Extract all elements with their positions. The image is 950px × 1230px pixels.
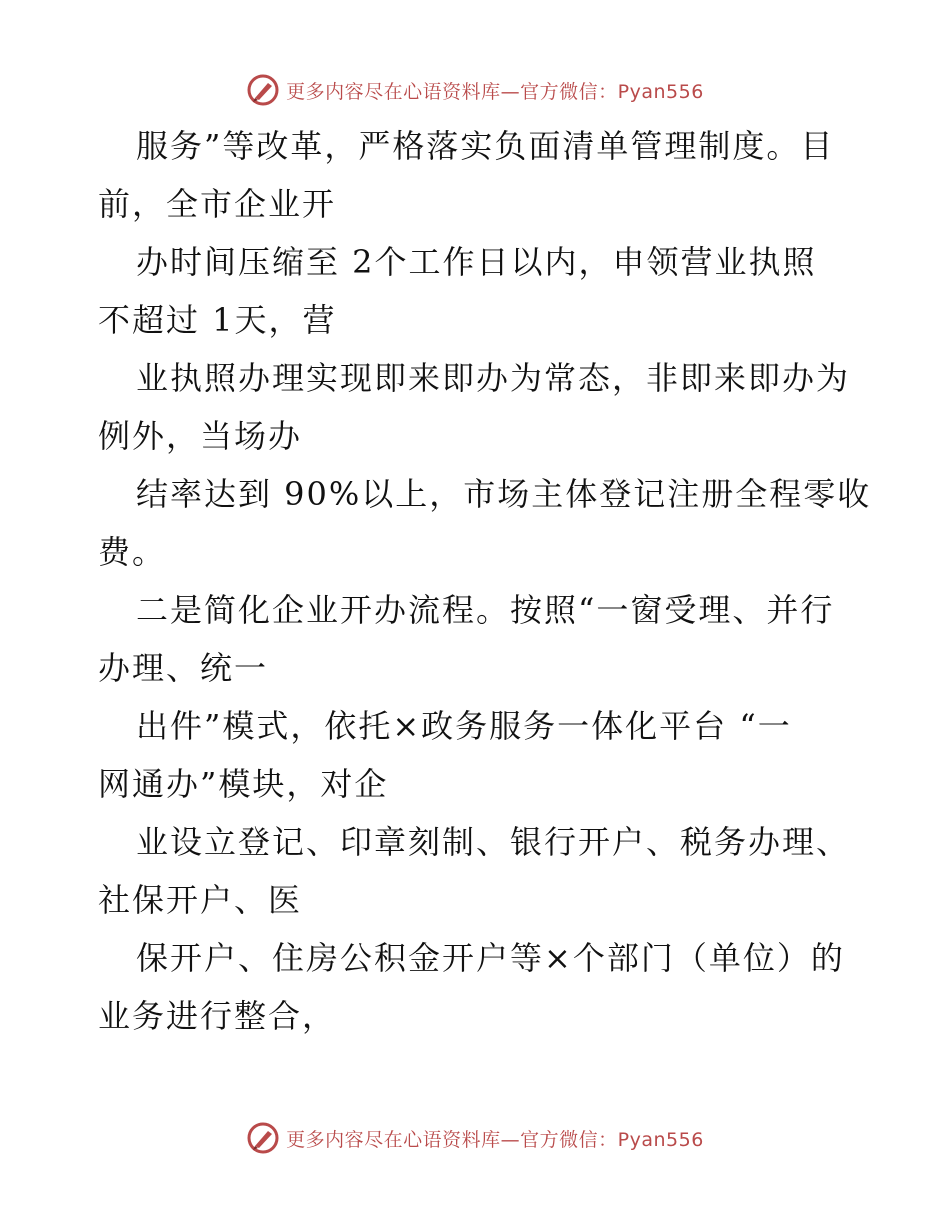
body-line-16: 业务进行整合， [98,997,337,1035]
body-line-8: 费。 [98,533,167,571]
body-line-13: 业设立登记、印章刻制、银行开户、税务办理、 [136,823,851,861]
body-line-3: 办时间压缩至 2个工作日以内，申领营业执照 [136,243,817,281]
body-line-2: 前，全市企业开 [98,185,337,223]
body-line-14: 社保开户、医 [98,881,303,919]
body-line-6: 例外，当场办 [98,417,303,455]
pen-logo-icon [246,73,280,107]
pen-logo-icon [246,1121,280,1155]
footer-banner-text: 更多内容尽在心语资料库—官方微信：Pyan556 [286,1128,704,1151]
body-line-12: 网通办”模块，对企 [98,765,389,803]
body-line-15: 保开户、住房公积金开户等×个部门（单位）的 [136,939,845,977]
document-body [98,117,872,1045]
body-line-11: 出件”模式，依托×政务服务一体化平台 “一 [136,707,792,745]
footer-banner [0,1118,950,1158]
body-line-10: 办理、统一 [98,649,269,687]
body-line-4: 不超过 1天，营 [98,301,337,339]
body-line-1: 服务”等改革，严格落实负面清单管理制度。目 [136,127,835,165]
body-line-9: 二是简化企业开办流程。按照“一窗受理、并行 [136,591,835,629]
header-banner [0,70,950,110]
header-banner-text: 更多内容尽在心语资料库—官方微信：Pyan556 [286,80,704,103]
body-line-5: 业执照办理实现即来即办为常态，非即来即办为 [136,359,851,397]
body-line-7: 结率达到 90%以上，市场主体登记注册全程零收 [136,475,872,513]
